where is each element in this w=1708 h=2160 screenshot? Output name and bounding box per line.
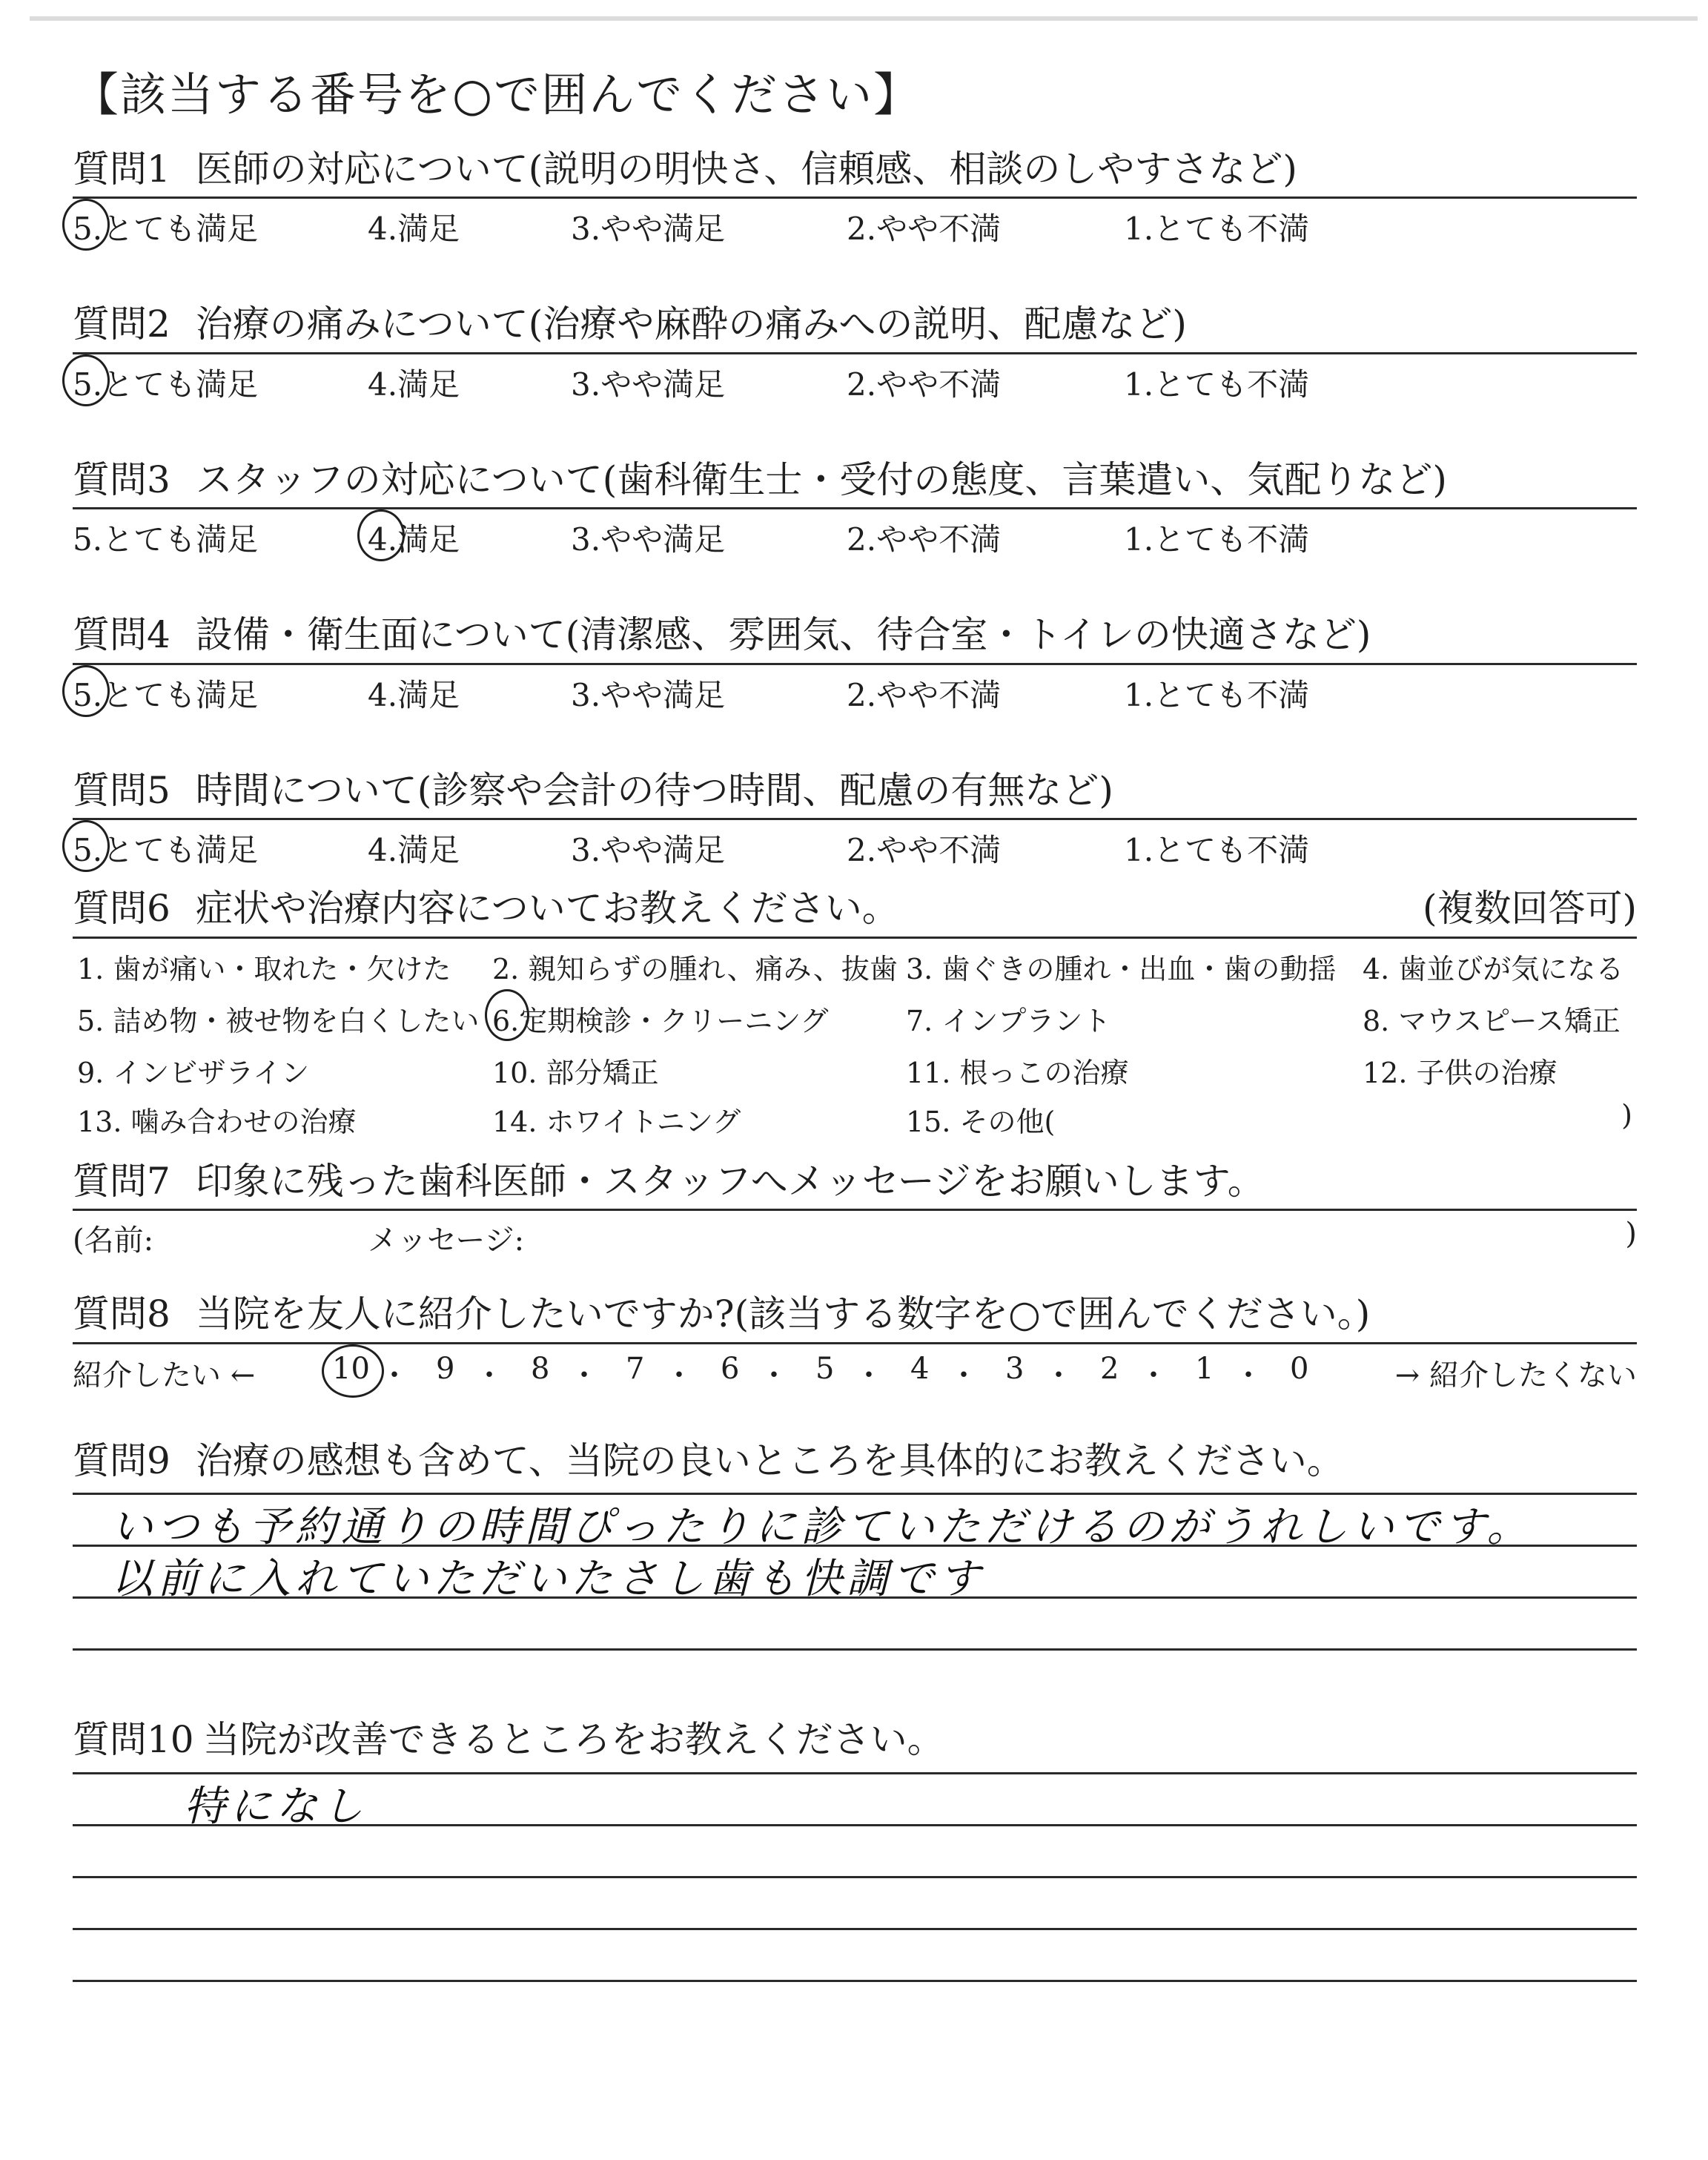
question-text: 当院を友人に紹介したいですか?(該当する数字を○で囲んでください。) [195,1292,1371,1336]
rating-option-3[interactable]: 3.やや満足 [571,832,726,869]
question-text: 時間について(診察や会計の待つ時間、配慮の有無など) [195,768,1113,812]
recommend-score-7[interactable]: 7 [626,1351,645,1386]
rating-options [73,354,1637,406]
symptom-option[interactable]: 8. マウスピース矯正 [1363,1004,1621,1037]
rating-option-2[interactable]: 2.やや不満 [847,521,1002,558]
rating-option-2[interactable]: 2.やや不満 [847,676,1002,713]
rating-options [73,199,1637,251]
writing-line [73,1928,1637,1930]
scale-separator: ・ [949,1358,979,1393]
question-10-header [73,1717,1637,1768]
question-text: 医師の対応について(説明の明快さ、信頼感、相談のしやすさなど) [195,147,1297,191]
scale-separator: ・ [474,1358,504,1393]
recommend-score-5[interactable]: 5 [815,1351,835,1386]
handwritten-answer-line-1: 特になし [184,1782,368,1831]
question-number: 質問7 [73,1159,171,1203]
question-number: 質問6 [73,887,171,931]
rating-option-1[interactable]: 1.とても不満 [1124,366,1310,403]
recommend-score-1[interactable]: 1 [1195,1351,1214,1386]
rating-option-3[interactable]: 3.やや満足 [571,211,726,248]
symptom-option[interactable]: 3. 歯ぐきの腫れ・出血・歯の動揺 [906,952,1337,985]
rating-option-4[interactable]: 4.満足 [368,676,460,713]
rating-options [73,665,1637,717]
recommend-score-4[interactable]: 4 [910,1351,930,1386]
rating-option-1[interactable]: 1.とても不満 [1124,832,1310,869]
answer-lines-9 [73,1488,1637,1690]
message-row [73,1211,1637,1258]
answer-lines-10 [73,1768,1637,1990]
rating-option-5[interactable]: 5.とても満足 [73,211,259,248]
symptom-option[interactable]: 14. ホワイトニング [492,1105,741,1138]
scale-separator: ・ [569,1358,599,1393]
question-8 [73,1291,1637,1398]
scale-separator: ・ [759,1358,789,1393]
symptom-option[interactable]: 15. その他( [906,1105,1056,1138]
symptom-option[interactable]: 4. 歯並びが気になる [1363,952,1624,985]
scale-separator: ・ [1044,1358,1073,1393]
question-7-header [73,1158,1637,1212]
question-2 [73,301,1637,406]
question-6 [73,885,1637,1154]
question-8-header [73,1291,1637,1344]
writing-line [73,1876,1637,1878]
question-number: 質問4 [73,613,171,657]
question-2-header [73,301,1637,354]
question-6-header [73,885,1637,939]
handwritten-answer-line-2: 以前に入れていただいたさし歯も快調です [111,1555,984,1604]
other-close-paren: ) [1621,1098,1632,1132]
recommend-right-label: → 紹介したくない [1394,1358,1637,1393]
rating-option-5[interactable]: 5.とても満足 [73,676,259,713]
rating-option-4[interactable]: 4.満足 [368,211,460,248]
question-10 [73,1717,1637,1990]
rating-option-5[interactable]: 5.とても満足 [73,832,259,869]
rating-option-1[interactable]: 1.とても不満 [1124,521,1310,558]
symptom-option[interactable]: 9. インビザライン [77,1056,310,1089]
symptom-option[interactable]: 5. 詰め物・被せ物を白くしたい [77,1004,480,1037]
question-number: 質問10 [73,1718,194,1762]
scale-separator: ・ [1139,1358,1168,1393]
question-number: 質問1 [73,147,171,191]
symptom-option[interactable]: 12. 子供の治療 [1363,1056,1558,1089]
scale-separator: ・ [664,1358,694,1393]
question-9 [73,1438,1637,1691]
message-close-paren: ) [1625,1217,1637,1252]
rating-option-1[interactable]: 1.とても不満 [1124,211,1310,248]
rating-option-2[interactable]: 2.やや不満 [847,211,1002,248]
scale-separator: ・ [380,1358,409,1393]
handwritten-answer-line-1: いつも予約通りの時間ぴったりに診ていただけるのがうれしいです。 [111,1503,1533,1552]
question-4 [73,612,1637,717]
recommend-score-3[interactable]: 3 [1005,1351,1025,1386]
question-number: 質問2 [73,303,171,346]
question-text: 治療の感想も含めて、当院の良いところを具体的にお教えください。 [195,1439,1344,1482]
question-7 [73,1158,1637,1259]
question-5-header [73,767,1637,821]
rating-option-3[interactable]: 3.やや満足 [571,676,726,713]
rating-options [73,509,1637,561]
question-text: 印象に残った歯科医師・スタッフへメッセージをお願いします。 [195,1159,1265,1203]
recommend-score-6[interactable]: 6 [721,1351,740,1386]
survey-form [73,65,1637,1990]
symptom-options [73,939,1637,1154]
rating-questions [73,146,1637,873]
form-title: 【該当する番号を○で囲んでください】 [73,67,921,122]
question-1-header [73,146,1637,199]
rating-option-4[interactable]: 4.満足 [368,366,460,403]
question-number: 質問5 [73,768,171,812]
writing-line [73,1648,1637,1651]
question-3 [73,457,1637,562]
message-label: メッセージ: [368,1223,525,1258]
symptom-option[interactable]: 7. インプラント [906,1004,1111,1037]
symptom-option[interactable]: 1. 歯が痛い・取れた・欠けた [77,952,451,985]
name-label: (名前: [73,1223,154,1258]
scan-edge-line [30,16,1698,21]
question-9-header [73,1438,1637,1489]
recommend-left-label: 紹介したい ← [73,1358,256,1393]
question-1 [73,146,1637,251]
question-text: スタッフの対応について(歯科衛生士・受付の態度、言葉遣い、気配りなど) [195,458,1447,501]
question-text: 症状や治療内容についてお教えください。 [195,887,899,931]
question-text: 設備・衛生面について(清潔感、雰囲気、待合室・トイレの快適さなど) [195,613,1371,657]
recommend-score-0[interactable]: 0 [1290,1351,1309,1386]
question-5 [73,767,1637,873]
recommend-score-2[interactable]: 2 [1100,1351,1119,1386]
rating-option-5[interactable]: 5.とても満足 [73,521,259,558]
symptom-option[interactable]: 10. 部分矯正 [492,1056,659,1089]
symptom-option[interactable]: 13. 噛み合わせの治療 [77,1105,357,1138]
rating-option-4[interactable]: 4.満足 [368,832,460,869]
symptom-option[interactable]: 2. 親知らずの腫れ、痛み、抜歯 [492,952,898,985]
rating-option-2[interactable]: 2.やや不満 [847,832,1002,869]
question-4-header [73,612,1637,665]
question-3-header [73,457,1637,510]
question-text: 治療の痛みについて(治療や麻酔の痛みへの説明、配慮など) [195,303,1187,346]
recommend-score-10[interactable]: 10 [332,1351,370,1386]
symptom-option[interactable]: 6.定期検診・クリーニング [492,1004,829,1037]
question-number: 質問3 [73,458,171,501]
rating-option-3[interactable]: 3.やや満足 [571,521,726,558]
writing-line [73,1980,1637,1982]
rating-option-5[interactable]: 5.とても満足 [73,366,259,403]
question-text: 当院が改善できるところをお教えください。 [202,1718,944,1762]
scale-separator: ・ [1234,1358,1263,1393]
rating-option-4[interactable]: 4.満足 [368,521,460,558]
scale-separator: ・ [854,1358,884,1393]
question-number: 質問8 [73,1292,171,1336]
rating-option-3[interactable]: 3.やや満足 [571,366,726,403]
rating-option-1[interactable]: 1.とても不満 [1124,676,1310,713]
recommend-scale [73,1344,1637,1398]
symptom-option[interactable]: 11. 根っこの治療 [906,1056,1129,1089]
question-number: 質問9 [73,1439,171,1482]
recommend-score-8[interactable]: 8 [531,1351,550,1386]
rating-option-2[interactable]: 2.やや不満 [847,366,1002,403]
recommend-score-9[interactable]: 9 [436,1351,455,1386]
multiple-answers-note: (複数回答可) [1422,887,1637,931]
rating-options [73,820,1637,872]
